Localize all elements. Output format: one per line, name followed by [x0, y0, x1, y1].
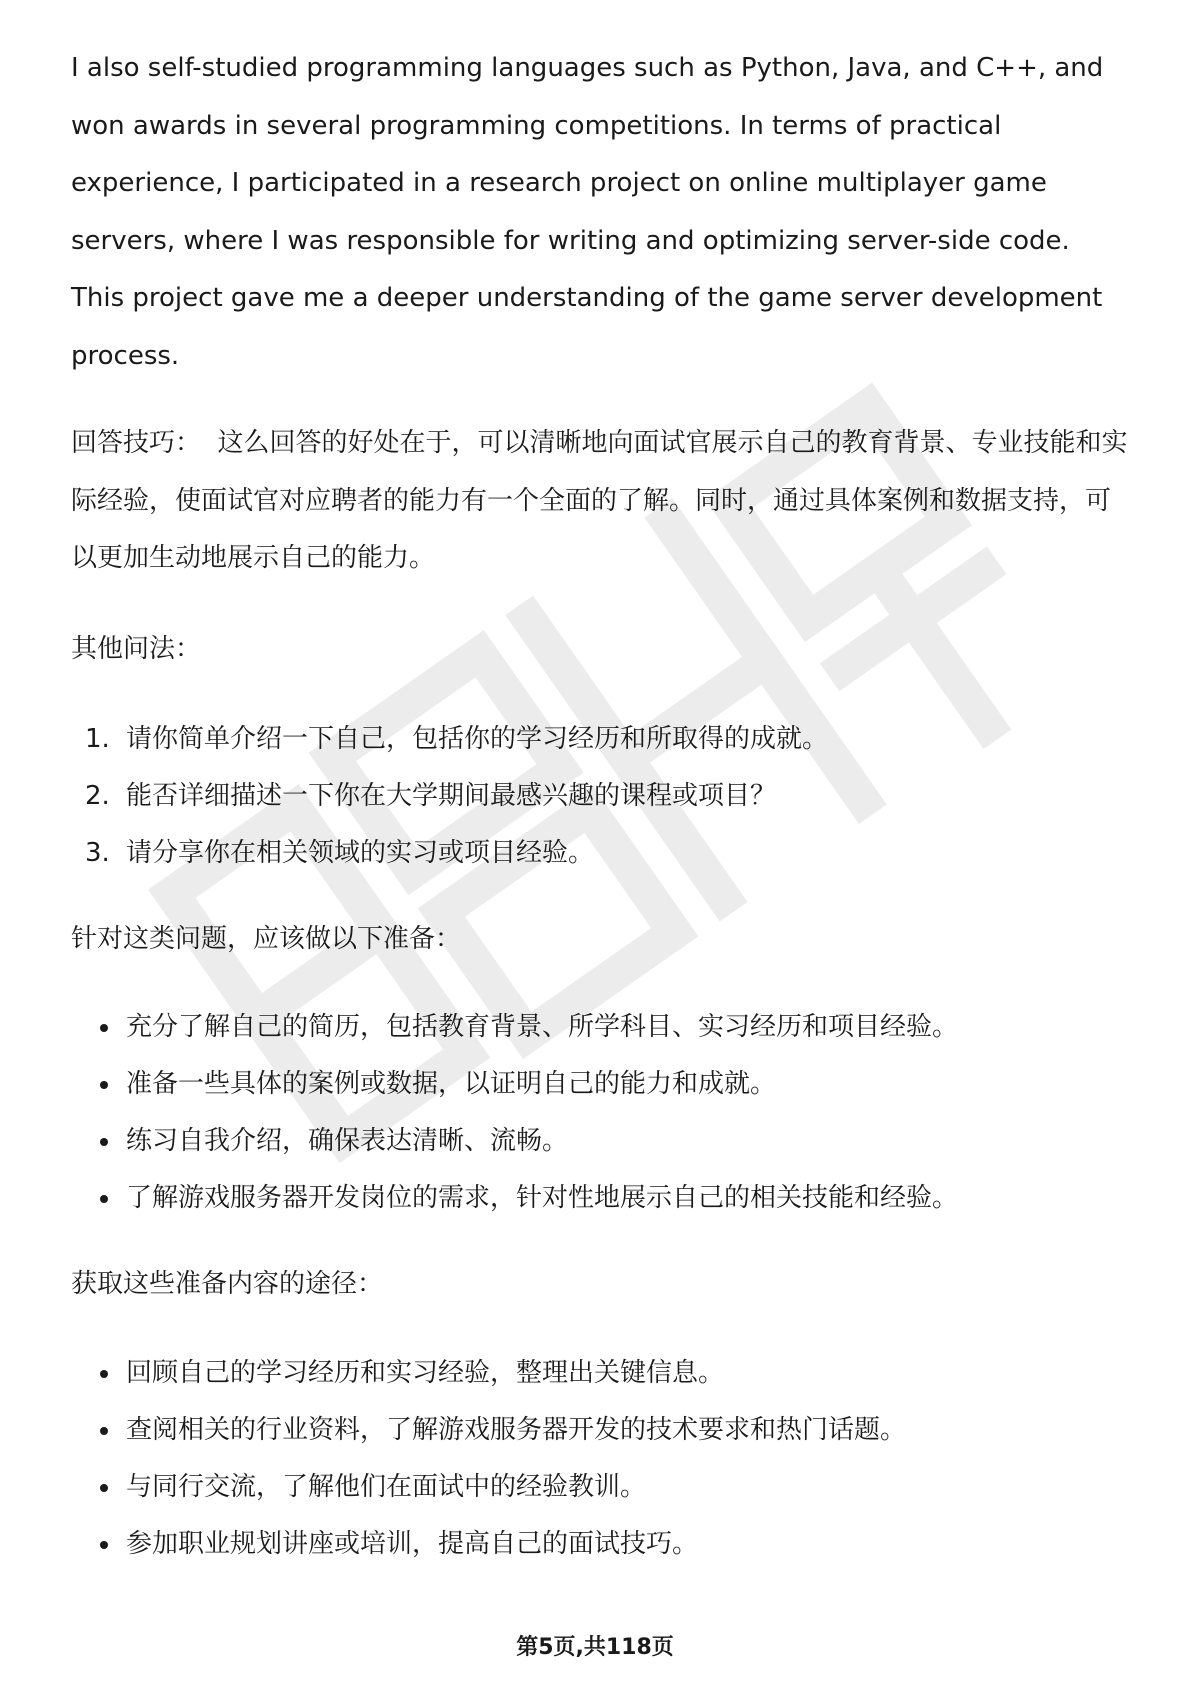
list-item-text: 与同行交流，了解他们在面试中的经验教训。 — [126, 1472, 647, 1502]
list-item — [71, 1181, 1131, 1238]
list-number: 2. — [85, 781, 110, 811]
list-item-text: 请你简单介绍一下自己，包括你的学习经历和所取得的成就。 — [126, 724, 829, 754]
list-item-text: 练习自我介绍，确保表达清晰、流畅。 — [126, 1126, 569, 1156]
list-item — [71, 1413, 1131, 1470]
list-item — [71, 1010, 1131, 1067]
list-item — [71, 779, 1131, 836]
list-item-text: 准备一些具体的案例或数据，以证明自己的能力和成就。 — [126, 1069, 777, 1099]
bullet-icon — [100, 1541, 108, 1549]
answer-tips-spacer — [201, 428, 218, 458]
intro-paragraph: I also self-studied programming languages such as Python, Java, and C++, and won awards in several programming competitions. In terms of practical experience, I participated in a research project on online multiplayer game servers, where I was responsible for writing and optimizing server-side code. This project gave me a deeper understanding of the game server development process. — [71, 53, 1104, 371]
list-number: 1. — [85, 724, 110, 754]
page-number: 第5页,共118页 — [516, 1635, 674, 1660]
answer-tips-label: 回答技巧： — [71, 428, 202, 458]
bullet-icon — [100, 1024, 108, 1032]
bullet-icon — [100, 1427, 108, 1435]
list-item-text: 充分了解自己的简历，包括教育背景、所学科目、实习经历和项目经验。 — [126, 1012, 959, 1042]
list-item — [71, 1470, 1131, 1527]
list-item — [71, 722, 1131, 779]
bullet-icon — [100, 1484, 108, 1492]
list-item — [71, 1356, 1131, 1413]
list-number: 3. — [85, 838, 110, 868]
preparation-list — [71, 1010, 1131, 1238]
list-item-text: 能否详细描述一下你在大学期间最感兴趣的课程或项目？ — [126, 781, 777, 811]
answer-tips-text: 这么回答的好处在于，可以清晰地向面试官展示自己的教育背景、专业技能和实际经验，使面试官对应聘者的能力有一个全面的了解。同时，通过具体案例和数据支持，可以更加生动地展示自己的能力。 — [71, 428, 1128, 574]
other-questions-list — [71, 722, 1131, 893]
bullet-icon — [100, 1138, 108, 1146]
list-item-text: 参加职业规划讲座或培训，提高自己的面试技巧。 — [126, 1529, 699, 1559]
list-item-text: 回顾自己的学习经历和实习经验，整理出关键信息。 — [126, 1358, 725, 1388]
list-item — [71, 1124, 1131, 1181]
list-item-text: 了解游戏服务器开发岗位的需求，针对性地展示自己的相关技能和经验。 — [126, 1183, 959, 1213]
sources-list — [71, 1356, 1131, 1584]
list-item — [71, 836, 1131, 893]
sources-heading: 获取这些准备内容的途径： — [71, 1269, 384, 1299]
bullet-icon — [100, 1370, 108, 1378]
list-item-text: 请分享你在相关领域的实习或项目经验。 — [126, 838, 595, 868]
bullet-icon — [100, 1081, 108, 1089]
answer-tips-paragraph — [71, 415, 1131, 588]
bullet-icon — [100, 1195, 108, 1203]
list-item — [71, 1527, 1131, 1584]
list-item — [71, 1067, 1131, 1124]
preparation-heading: 针对这类问题，应该做以下准备： — [71, 924, 462, 954]
list-item-text: 查阅相关的行业资料，了解游戏服务器开发的技术要求和热门话题。 — [126, 1415, 907, 1445]
other-questions-heading: 其他问法： — [71, 634, 202, 664]
